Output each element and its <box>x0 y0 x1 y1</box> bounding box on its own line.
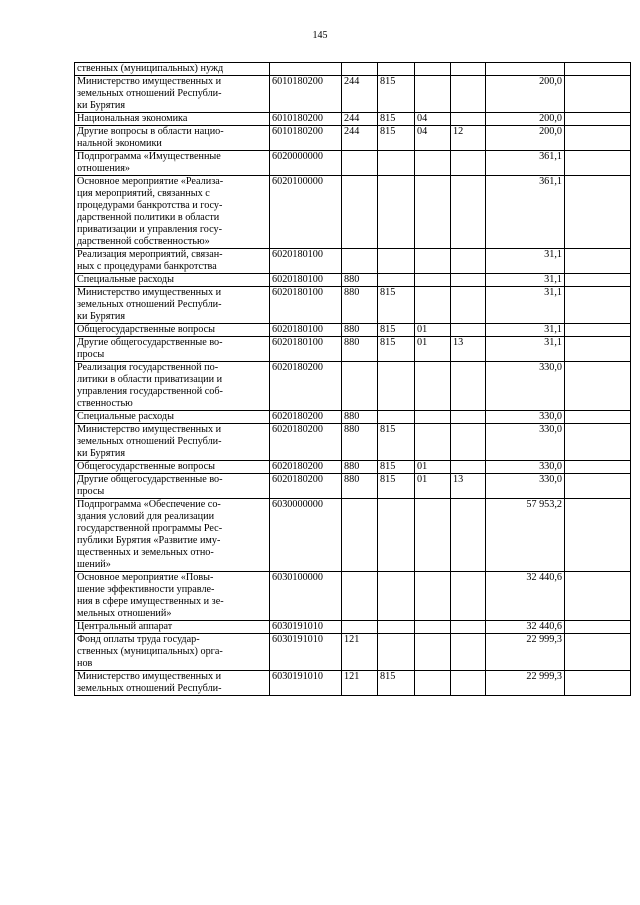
cell-subsection <box>451 274 486 287</box>
cell-extra <box>565 274 631 287</box>
cell-expense-type: 880 <box>342 461 378 474</box>
cell-expense-type: 880 <box>342 274 378 287</box>
cell-amount: 57 953,2 <box>486 499 565 572</box>
table-row <box>75 337 631 362</box>
cell-section <box>415 424 451 461</box>
cell-expense-type: 244 <box>342 76 378 113</box>
cell-name: Другие общегосударственные во- просы <box>75 337 270 362</box>
cell-section: 01 <box>415 474 451 499</box>
cell-expense-type <box>342 63 378 76</box>
cell-name: Общегосударственные вопросы <box>75 324 270 337</box>
cell-target-code: 6030100000 <box>270 572 342 621</box>
cell-target-code: 6020180200 <box>270 424 342 461</box>
table-row <box>75 176 631 249</box>
cell-name: Реализация государственной по- литики в области приватизации и управления государственной соб- ственностью <box>75 362 270 411</box>
cell-target-code: 6020180200 <box>270 411 342 424</box>
cell-extra <box>565 151 631 176</box>
cell-section <box>415 249 451 274</box>
cell-extra <box>565 461 631 474</box>
cell-target-code: 6020180100 <box>270 249 342 274</box>
cell-amount <box>486 63 565 76</box>
cell-extra <box>565 411 631 424</box>
cell-section <box>415 151 451 176</box>
cell-extra <box>565 249 631 274</box>
cell-section <box>415 411 451 424</box>
cell-target-code: 6020100000 <box>270 176 342 249</box>
cell-extra <box>565 499 631 572</box>
cell-section: 01 <box>415 337 451 362</box>
cell-target-code: 6030191010 <box>270 621 342 634</box>
cell-amount: 361,1 <box>486 176 565 249</box>
cell-administrator <box>378 63 415 76</box>
cell-administrator <box>378 572 415 621</box>
table-row <box>75 249 631 274</box>
cell-extra <box>565 337 631 362</box>
cell-subsection <box>451 621 486 634</box>
cell-section: 01 <box>415 461 451 474</box>
cell-amount: 31,1 <box>486 324 565 337</box>
budget-table <box>74 62 631 696</box>
cell-extra <box>565 287 631 324</box>
cell-name: Общегосударственные вопросы <box>75 461 270 474</box>
cell-amount: 361,1 <box>486 151 565 176</box>
cell-name: Другие вопросы в области нацио- нальной экономики <box>75 126 270 151</box>
cell-name: Министерство имущественных и земельных отношений Республи- ки Бурятия <box>75 76 270 113</box>
cell-name: Подпрограмма «Имущественные отношения» <box>75 151 270 176</box>
cell-name: Другие общегосударственные во- просы <box>75 474 270 499</box>
cell-amount: 330,0 <box>486 411 565 424</box>
cell-target-code: 6020180200 <box>270 461 342 474</box>
cell-amount: 200,0 <box>486 113 565 126</box>
cell-subsection <box>451 461 486 474</box>
cell-subsection <box>451 113 486 126</box>
cell-subsection <box>451 287 486 324</box>
table-row <box>75 362 631 411</box>
cell-name: Основное мероприятие «Повы- шение эффективности управле- ния в сфере имущественных и зе- мельных отношений» <box>75 572 270 621</box>
cell-section <box>415 572 451 621</box>
table-row <box>75 113 631 126</box>
cell-amount: 330,0 <box>486 362 565 411</box>
cell-section <box>415 274 451 287</box>
cell-name: Фонд оплаты труда государ- ственных (муниципальных) орга- нов <box>75 634 270 671</box>
cell-expense-type: 880 <box>342 287 378 324</box>
cell-extra <box>565 634 631 671</box>
cell-section <box>415 621 451 634</box>
cell-expense-type: 880 <box>342 424 378 461</box>
cell-administrator <box>378 621 415 634</box>
cell-subsection: 13 <box>451 474 486 499</box>
cell-subsection <box>451 324 486 337</box>
cell-extra <box>565 424 631 461</box>
cell-amount: 31,1 <box>486 274 565 287</box>
cell-amount: 31,1 <box>486 249 565 274</box>
cell-section <box>415 671 451 696</box>
cell-name: Основное мероприятие «Реализа- ция мероприятий, связанных с процедурами банкротства и госу- дарственной политики в области приватизации и управления госу- дарственной собственностью» <box>75 176 270 249</box>
table-row <box>75 634 631 671</box>
cell-administrator: 815 <box>378 424 415 461</box>
cell-name: Специальные расходы <box>75 274 270 287</box>
cell-extra <box>565 474 631 499</box>
cell-subsection: 12 <box>451 126 486 151</box>
cell-administrator <box>378 151 415 176</box>
cell-target-code: 6020180100 <box>270 274 342 287</box>
cell-administrator <box>378 411 415 424</box>
cell-target-code: 6020180200 <box>270 474 342 499</box>
cell-administrator: 815 <box>378 113 415 126</box>
cell-extra <box>565 176 631 249</box>
cell-administrator <box>378 362 415 411</box>
cell-target-code: 6010180200 <box>270 126 342 151</box>
cell-extra <box>565 76 631 113</box>
table-row <box>75 63 631 76</box>
table-row <box>75 324 631 337</box>
cell-expense-type: 244 <box>342 113 378 126</box>
cell-administrator: 815 <box>378 287 415 324</box>
table-row <box>75 76 631 113</box>
cell-administrator: 815 <box>378 461 415 474</box>
table-row <box>75 151 631 176</box>
cell-target-code <box>270 63 342 76</box>
cell-amount: 31,1 <box>486 287 565 324</box>
cell-extra <box>565 572 631 621</box>
cell-name: ственных (муниципальных) нужд <box>75 63 270 76</box>
cell-subsection: 13 <box>451 337 486 362</box>
cell-expense-type <box>342 499 378 572</box>
cell-expense-type <box>342 362 378 411</box>
table-row <box>75 274 631 287</box>
cell-administrator <box>378 634 415 671</box>
table-row <box>75 411 631 424</box>
cell-extra <box>565 362 631 411</box>
table-row <box>75 572 631 621</box>
cell-name: Реализация мероприятий, связан- ных с процедурами банкротства <box>75 249 270 274</box>
cell-target-code: 6020180100 <box>270 337 342 362</box>
cell-administrator: 815 <box>378 474 415 499</box>
cell-target-code: 6030000000 <box>270 499 342 572</box>
cell-administrator: 815 <box>378 126 415 151</box>
cell-administrator <box>378 176 415 249</box>
cell-subsection <box>451 362 486 411</box>
cell-extra <box>565 63 631 76</box>
cell-target-code: 6020000000 <box>270 151 342 176</box>
cell-expense-type <box>342 249 378 274</box>
cell-administrator <box>378 249 415 274</box>
cell-target-code: 6020180100 <box>270 324 342 337</box>
table-row <box>75 126 631 151</box>
cell-expense-type <box>342 176 378 249</box>
cell-section <box>415 63 451 76</box>
cell-section <box>415 287 451 324</box>
cell-expense-type <box>342 621 378 634</box>
cell-section: 04 <box>415 113 451 126</box>
cell-section <box>415 499 451 572</box>
cell-section: 04 <box>415 126 451 151</box>
cell-target-code: 6020180200 <box>270 362 342 411</box>
cell-expense-type: 880 <box>342 474 378 499</box>
cell-administrator <box>378 274 415 287</box>
cell-amount: 22 999,3 <box>486 671 565 696</box>
cell-amount: 330,0 <box>486 461 565 474</box>
page-number: 145 <box>312 30 328 41</box>
cell-section <box>415 76 451 113</box>
table-row <box>75 287 631 324</box>
cell-subsection <box>451 151 486 176</box>
cell-section <box>415 634 451 671</box>
cell-target-code: 6020180100 <box>270 287 342 324</box>
cell-subsection <box>451 634 486 671</box>
table-row <box>75 621 631 634</box>
cell-expense-type: 880 <box>342 324 378 337</box>
cell-subsection <box>451 76 486 113</box>
cell-subsection <box>451 176 486 249</box>
table-row <box>75 499 631 572</box>
cell-amount: 22 999,3 <box>486 634 565 671</box>
cell-expense-type: 880 <box>342 337 378 362</box>
cell-expense-type <box>342 151 378 176</box>
cell-target-code: 6030191010 <box>270 634 342 671</box>
cell-amount: 330,0 <box>486 474 565 499</box>
cell-subsection <box>451 572 486 621</box>
cell-name: Подпрограмма «Обеспечение со- здания условий для реализации государственной программы Рес- публики Бурятия «Развитие иму- щественных и земельных отно- шений» <box>75 499 270 572</box>
cell-expense-type: 244 <box>342 126 378 151</box>
cell-expense-type: 121 <box>342 671 378 696</box>
cell-extra <box>565 126 631 151</box>
cell-subsection <box>451 671 486 696</box>
cell-extra <box>565 621 631 634</box>
cell-extra <box>565 113 631 126</box>
cell-amount: 330,0 <box>486 424 565 461</box>
cell-subsection <box>451 499 486 572</box>
cell-name: Министерство имущественных и земельных отношений Республи- ки Бурятия <box>75 424 270 461</box>
cell-administrator <box>378 499 415 572</box>
cell-target-code: 6030191010 <box>270 671 342 696</box>
cell-section <box>415 362 451 411</box>
cell-amount: 31,1 <box>486 337 565 362</box>
budget-table-body <box>75 63 631 696</box>
cell-amount: 32 440,6 <box>486 621 565 634</box>
cell-administrator: 815 <box>378 324 415 337</box>
cell-name: Центральный аппарат <box>75 621 270 634</box>
cell-target-code: 6010180200 <box>270 113 342 126</box>
cell-administrator: 815 <box>378 671 415 696</box>
cell-expense-type: 121 <box>342 634 378 671</box>
cell-name: Национальная экономика <box>75 113 270 126</box>
cell-expense-type: 880 <box>342 411 378 424</box>
cell-name: Министерство имущественных и земельных отношений Республи- ки Бурятия <box>75 287 270 324</box>
cell-administrator: 815 <box>378 337 415 362</box>
table-row <box>75 474 631 499</box>
cell-name: Министерство имущественных и земельных отношений Республи- <box>75 671 270 696</box>
table-row <box>75 671 631 696</box>
cell-section <box>415 176 451 249</box>
cell-extra <box>565 671 631 696</box>
cell-amount: 200,0 <box>486 126 565 151</box>
cell-name: Специальные расходы <box>75 411 270 424</box>
cell-amount: 200,0 <box>486 76 565 113</box>
cell-subsection <box>451 63 486 76</box>
table-row <box>75 424 631 461</box>
cell-section: 01 <box>415 324 451 337</box>
cell-subsection <box>451 424 486 461</box>
cell-subsection <box>451 411 486 424</box>
cell-amount: 32 440,6 <box>486 572 565 621</box>
cell-expense-type <box>342 572 378 621</box>
cell-target-code: 6010180200 <box>270 76 342 113</box>
cell-extra <box>565 324 631 337</box>
cell-administrator: 815 <box>378 76 415 113</box>
cell-subsection <box>451 249 486 274</box>
table-row <box>75 461 631 474</box>
